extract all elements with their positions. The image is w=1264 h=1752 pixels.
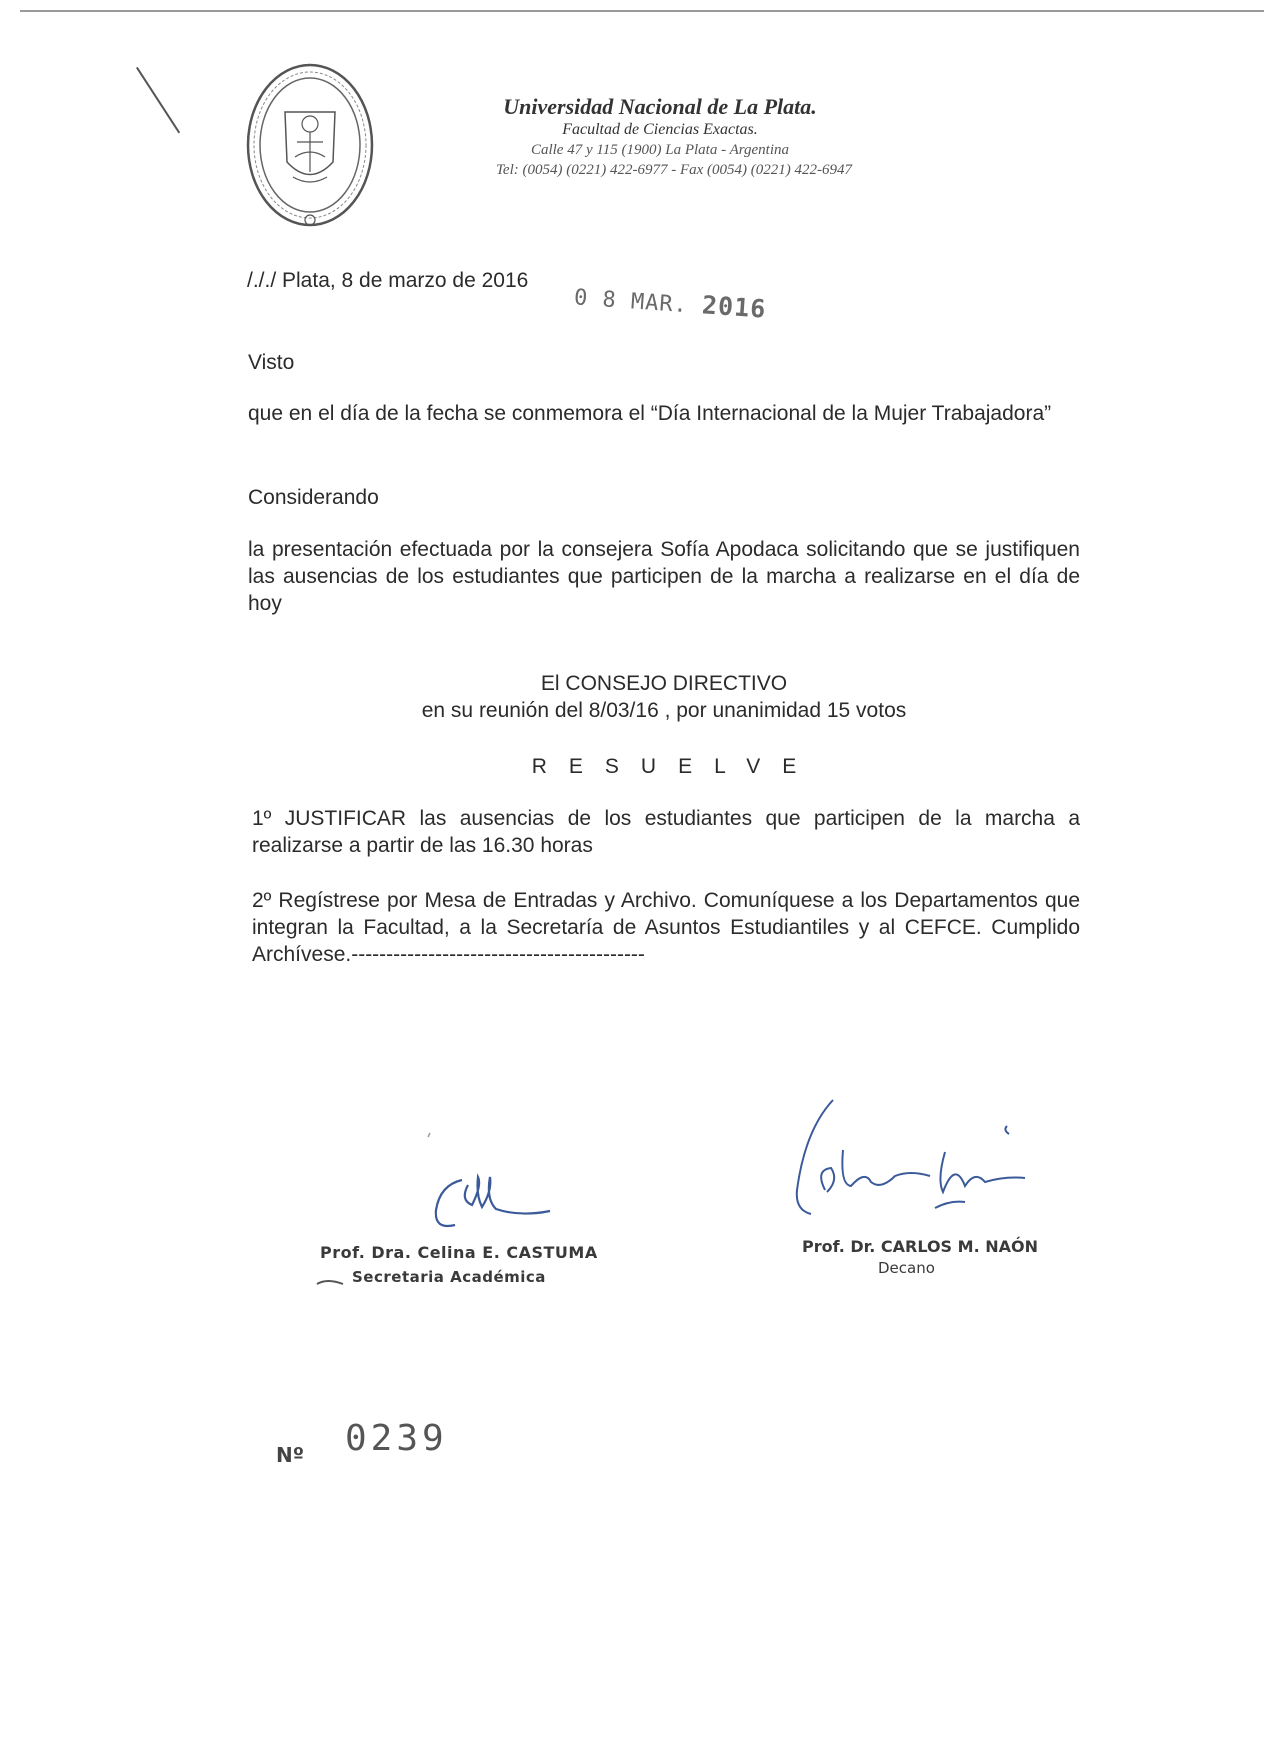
considerando-paragraph: la presentación efectuada por la consejera Sofía Apodaca solicitando que se justifiquen las ausencias de los estudiantes que participen de la marcha a realizarse en el día de hoy <box>248 538 1080 615</box>
visto-heading: Visto <box>248 351 295 374</box>
date-line: /././ Plata, 8 de marzo de 2016 <box>247 269 529 292</box>
considerando-heading: Considerando <box>248 486 379 509</box>
received-date-stamp <box>573 281 767 323</box>
university-name: Universidad Nacional de La Plata. <box>503 94 817 119</box>
visto-paragraph: que en el día de la fecha se conmemora el “Día Internacional de la Mujer Trabajadora” <box>248 402 1052 425</box>
faculty-name: Facultad de Ciencias Exactas. <box>562 121 758 138</box>
right-signatory-title: Decano <box>878 1259 935 1277</box>
right-signatory-name: Prof. Dr. CARLOS M. NAÓN <box>802 1237 1038 1256</box>
left-signatory-title: Secretaria Académica <box>352 1268 546 1286</box>
consejo-directivo-heading: El CONSEJO DIRECTIVO <box>540 672 788 695</box>
article-1: 1º JUSTIFICAR las ausencias de los estudiantes que participen de la marcha a realizarse a partir de las 16.30 horas <box>252 807 1080 857</box>
reunion-line: en su reunión del 8/03/16 , por unanimidad 15 votos <box>421 699 907 722</box>
resolution-number-value: 0239 <box>345 1418 448 1459</box>
right-signature-icon <box>785 1090 1045 1235</box>
scan-top-rule <box>20 10 1264 12</box>
letterhead <box>400 94 920 180</box>
resuelve-heading: RESUELVE <box>531 755 819 778</box>
address-line: Calle 47 y 115 (1900) La Plata - Argentina <box>530 142 790 158</box>
left-signatory-name: Prof. Dra. Celina E. CASTUMA <box>320 1243 598 1262</box>
phone-line: Tel: (0054) (0221) 422-6977 - Fax (0054) (0221) 422-6947 <box>495 162 853 178</box>
left-signature-icon <box>420 1125 560 1235</box>
university-seal-icon <box>245 62 375 228</box>
stamp-day-month: 0 8 MAR. <box>573 285 689 319</box>
scan-slash-mark <box>136 67 180 134</box>
left-signature-flourish-icon <box>315 1278 345 1288</box>
resolution-number-label: Nº <box>276 1443 305 1467</box>
article-2: 2º Regístrese por Mesa de Entradas y Archivo. Comuníquese a los Departamentos que integran la Facultad, a la Secretaría de Asuntos Estudiantiles y al CEFCE. Cumplido Archívese.------------------------------------------ <box>252 889 1080 966</box>
stamp-year: 2016 <box>701 290 768 324</box>
